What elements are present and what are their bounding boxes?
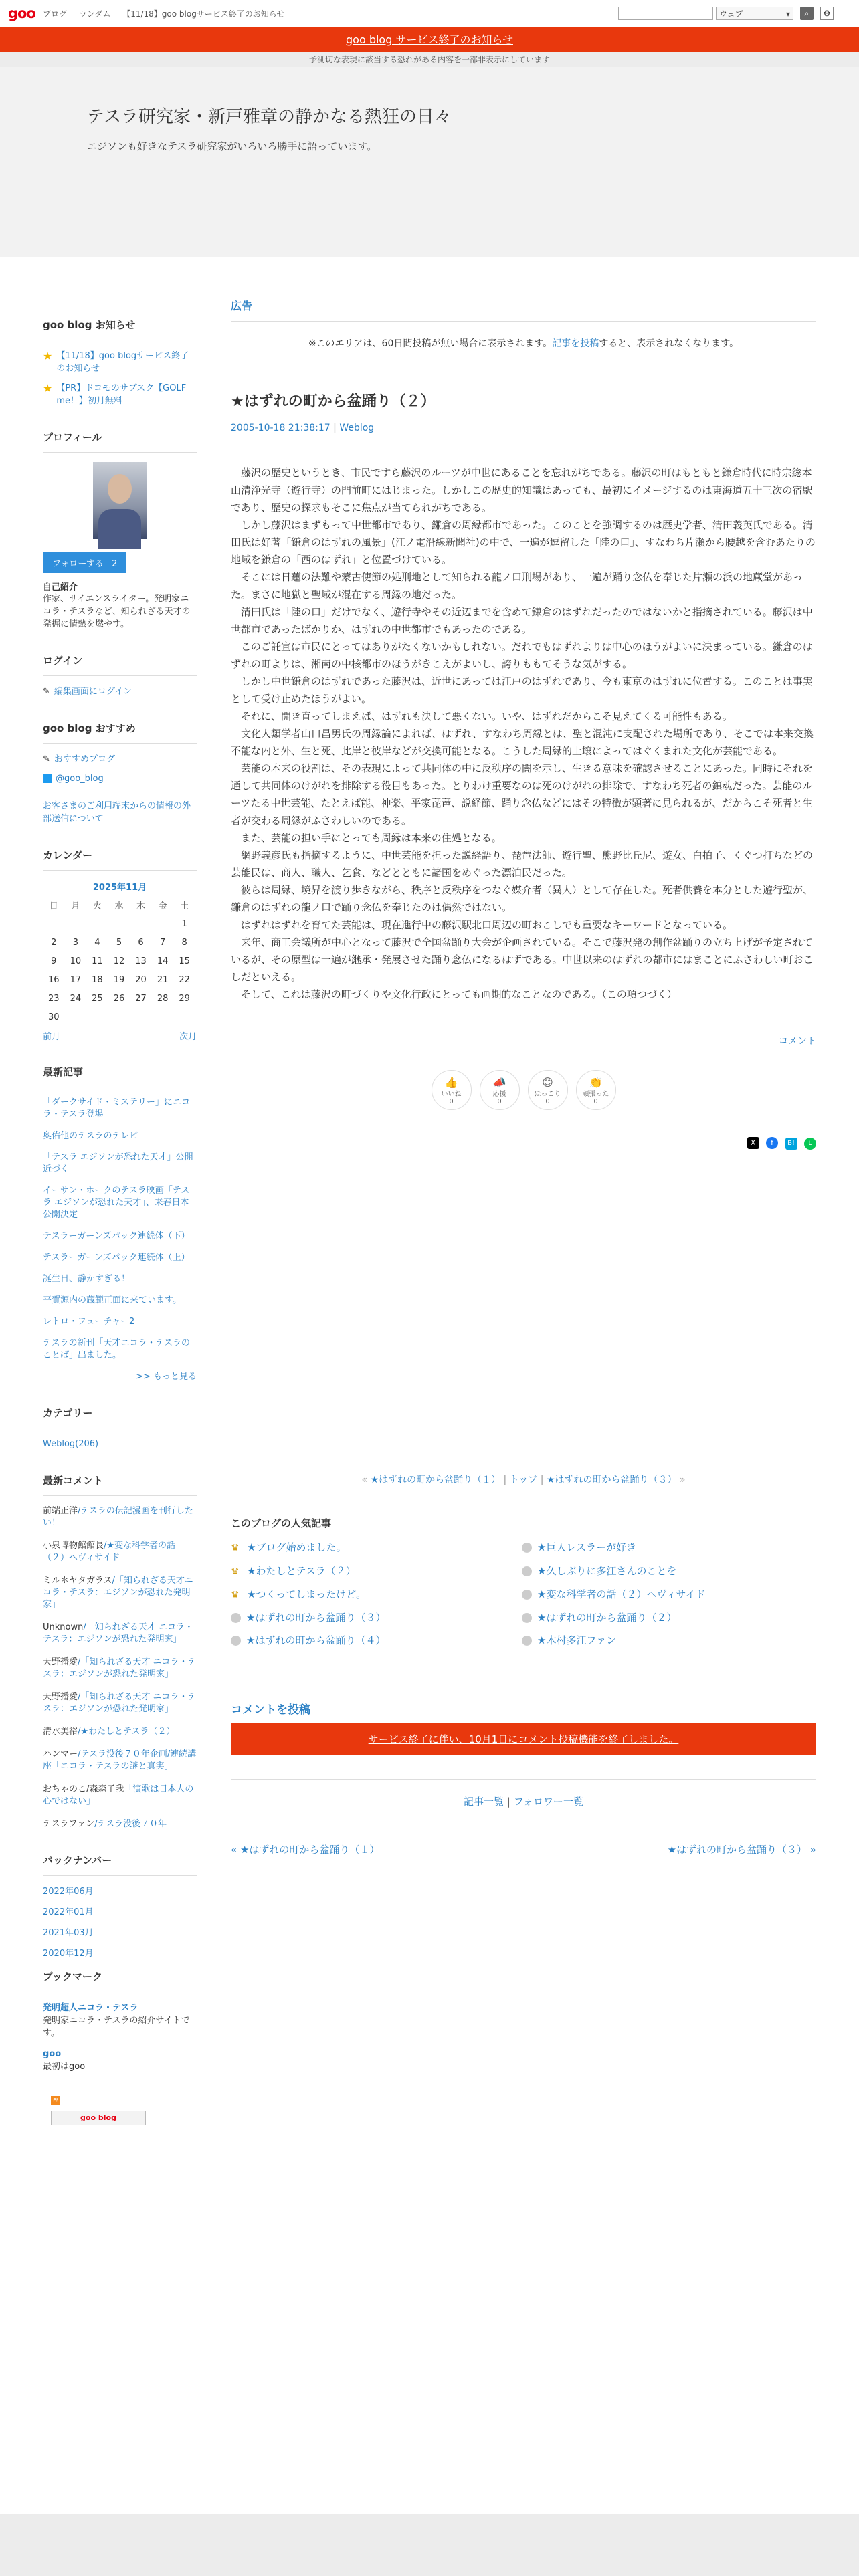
calendar-day: 25 <box>92 993 103 1004</box>
comment-item <box>43 1505 197 1529</box>
goo-blog-badge[interactable]: goo blog <box>51 2111 146 2125</box>
crown-icon: ♛ <box>231 1590 240 1600</box>
calendar-day: 2 <box>51 937 57 948</box>
popular-heading: このブログの人気記事 <box>231 1517 332 1529</box>
calendar-day: 7 <box>159 937 166 948</box>
calendar-weekday: 土 <box>180 901 189 911</box>
x-icon[interactable]: X <box>747 1137 759 1149</box>
sidebar <box>43 318 197 2125</box>
calendar-day: 29 <box>179 993 190 1004</box>
profile-heading: プロフィール <box>43 430 197 453</box>
follow-count: 2 <box>112 559 118 569</box>
recent-article-link[interactable]: 平賀源内の蔵範正面に来ています。 <box>43 1295 181 1305</box>
category-section <box>43 1406 197 1451</box>
comment-item <box>43 1575 197 1611</box>
calendar-day: 1 <box>181 918 187 929</box>
search-icon: ⌕ <box>804 9 809 18</box>
top-nav-blog[interactable]: ブログ <box>43 9 68 19</box>
bottom-nav <box>231 1842 816 1856</box>
calendar-day: 23 <box>48 993 60 1004</box>
megaphone-icon: 📣 <box>492 1076 506 1089</box>
profile-intro: 作家、サイエンスライター。発明家ニコラ・テスラなど、知られざる天才の発掘に情熱を燃やす。 <box>43 594 191 629</box>
calendar-day: 30 <box>48 1012 60 1023</box>
recent-article-link[interactable]: 誕生日、静かすぎる！ <box>43 1274 130 1284</box>
calendar-day: 8 <box>181 937 187 948</box>
calendar-day: 9 <box>51 956 57 966</box>
calendar-day <box>86 914 108 933</box>
recent-article-link[interactable]: 「ダークサイド・ミステリー」にニコラ・テスラ登場 <box>43 1097 190 1119</box>
calendar-week <box>43 970 195 989</box>
recommend-blog-link[interactable]: おすすめブログ <box>54 754 116 764</box>
calendar-weekday: 木 <box>136 901 146 911</box>
calendar-body <box>43 914 195 1027</box>
bookmark-desc: 最初はgoo <box>43 2062 86 2072</box>
bookmark-section <box>43 1969 197 2073</box>
calendar-day: 16 <box>48 974 60 985</box>
clap-icon: 👏 <box>589 1076 603 1089</box>
calendar-day: 28 <box>157 993 169 1004</box>
reaction-buttons <box>231 1070 816 1110</box>
login-section <box>43 653 197 698</box>
thumbs-up-icon: 👍 <box>444 1076 458 1089</box>
comment-author: テスラファン <box>43 1819 95 1829</box>
backnumber-section <box>43 1853 197 1959</box>
reaction-button[interactable] <box>432 1070 472 1110</box>
recommend-item <box>43 753 197 766</box>
announcement-subtext: 予測切な表現に該当する恐れがある内容を一部非表示にしています <box>308 55 550 64</box>
comment-item <box>43 1784 197 1808</box>
article-paragraph: 彼らは周縁、境界を渡り歩きながら、秩序と反秩序をつなぐ媒介者（異人）として存在した。死者供養を本分とした遊行聖が、鎌倉のはずれの龍ノ口で踊り念仏を奉じたのは偶然ではない。 <box>231 884 814 914</box>
calendar-day <box>108 914 130 933</box>
ad-heading: 広告 <box>231 298 816 322</box>
notice-link-1[interactable]: 【11/18】goo blogサービス終了のお知らせ <box>56 351 189 374</box>
main-content <box>231 298 816 1856</box>
smile-icon: 😊 <box>542 1076 553 1089</box>
article-paragraph: しかし藤沢はまずもって中世都市であり、鎌倉の周縁都市であった。このことを強調するのは歴史学者、清田義英氏である。清田氏は好著「鎌倉のはずれの風景」(江ノ電沿線新聞社)の中で、一遍が逗留した「陸の口」、すなわち片瀬から腰越を含むあたりの地域を鎌倉の「西のはずれ」と位置づけている。 <box>231 519 816 566</box>
article-paragraph: そして、これは藤沢の町づくりや文化行政にとっても画期的なことなのである。（この項つづく） <box>241 988 677 1000</box>
avatar[interactable] <box>93 462 147 539</box>
recent-article-link[interactable]: テスラーガーンズパック連続体（下） <box>43 1231 190 1241</box>
follow-row <box>43 552 197 573</box>
article-paragraph: 文化人類学者山口昌男氏の周縁論によれば、はずれ、すなわち周縁とは、聖と混沌に支配された場所であり、そこでは本来交換不能な内と外、生と死、此岸と彼岸などが交換可能となる。こうした周縁的土壌によってはぐくまれた文化が芸能である。 <box>231 728 814 757</box>
recent-article-link[interactable]: テスラーガーンズパック連続体（上） <box>43 1253 190 1263</box>
login-heading: ログイン <box>43 653 197 676</box>
article-paragraph: 藤沢の歴史というとき、市民ですら藤沢のルーツが中世にあることを忘れがちである。藤沢の町はもともと鎌倉時代に時宗総本山清浄光寺（遊行寺）の門前町にはじまった。しかしこの歴史的知識はあっても、最初にイメージするのは東海道五十三次の宿駅であり、歴史の探求もそこに焦点が当てられがちである。 <box>231 467 813 514</box>
blog-title[interactable]: テスラ研究家・新戸雅章の静かなる熱狂の日々 <box>87 107 452 127</box>
notice-heading: goo blog お知らせ <box>43 318 197 340</box>
comment-author: ハンマー <box>43 1749 78 1759</box>
article-list-link[interactable]: 記事一覧 <box>464 1796 504 1808</box>
article-paragraph: このご託宣は市民にとってはありがたくないかもしれない。だれでもはずれよりは中心のほうがよいに決まっている。鎌倉のはずれの町よりは、湘南の中核都市のほうがきこえがよいし、誇りももてそうな気がする。 <box>231 641 813 670</box>
search-scope-select[interactable]: ウェブ ▾ <box>716 7 793 20</box>
article <box>231 390 816 1150</box>
popular-item <box>522 1634 813 1647</box>
calendar-week <box>43 1008 195 1027</box>
popular-article-link[interactable]: ★はずれの町から盆踊り（２） <box>537 1612 677 1624</box>
calendar-day: 26 <box>113 993 125 1004</box>
calendar-day: 20 <box>135 974 147 985</box>
calendar-day: 6 <box>138 937 144 948</box>
comment-author: Unknown <box>43 1622 84 1632</box>
backnumber-list[interactable] <box>43 1885 197 1959</box>
calendar-week <box>43 989 195 1008</box>
comment-author: 小泉博物館館長 <box>43 1541 104 1551</box>
bullet-icon <box>522 1590 532 1600</box>
blog-description: エジソンも好きなテスラ研究家がいろいろ勝手に語っています。 <box>87 140 377 152</box>
bookmark-heading: ブックマーク <box>43 1969 197 1992</box>
list-links <box>231 1779 816 1824</box>
login-item <box>43 685 197 698</box>
reaction-count: 0 <box>449 1098 454 1105</box>
follow-button[interactable] <box>43 552 126 573</box>
bullet-icon <box>231 1613 241 1623</box>
article-paragraph: 芸能の本来の役割は、その表現によって共同体の中に反秩序の闇を示し、生きる意味を確認させることにあった。同時にそれを通して共同体のけがれを排除する役目もあった。とりわけ重要なのは死のけがれの排除で、すなわち死者の鎮魂だった。芸能のルーツたる中世芸能、たとえば能、神楽、平家琵琶、説経節、踊り念仏などにはその特徴が顕著に見られるが、だからこそ死者と生者が交わる周縁がふさわしいのである。 <box>231 762 813 827</box>
calendar-day <box>173 1008 195 1027</box>
calendar-next[interactable]: 次月 <box>179 1032 197 1042</box>
popular-article-link[interactable]: ★巨人レスラーが好き <box>537 1541 636 1553</box>
calendar-day: 11 <box>92 956 103 966</box>
edit-login-link[interactable]: 編集画面にログイン <box>54 687 132 697</box>
comment-article-link[interactable]: /「知られざる天才 ニコラ・テスラ：エジソンが恐れた発明家」 <box>43 1692 197 1714</box>
article-paragraph: はずれはずれを育てた芸能は、現在進行中の藤沢駅北口周辺の町おこしでも重要なキーワードとなっている。 <box>241 919 733 931</box>
article-title[interactable]: ★はずれの町から盆踊り（２） <box>231 393 436 410</box>
backnumber-link[interactable]: 2022年06月 <box>43 1887 94 1897</box>
bookmark-desc: 発明家ニコラ・テスラの紹介サイトです。 <box>43 2016 190 2038</box>
calendar-month: 2025年11月 <box>92 883 147 893</box>
follow-label: フォローする <box>52 559 104 569</box>
comment-article-link[interactable]: /テスラの伝記漫画を刊行したい！ <box>43 1506 193 1528</box>
crown-icon: ♛ <box>231 1566 240 1577</box>
calendar-day <box>152 914 174 933</box>
twitter-icon <box>43 774 52 783</box>
comment-closed-notice: サービス終了に伴い、10月1日にコメント投稿機能を終了しました。 <box>231 1723 816 1755</box>
ad-notice-pre: ※このエリアは、60日間投稿が無い場合に表示されます。 <box>308 338 553 349</box>
comment-article-link[interactable]: /★変な科学者の話（２）ヘヴィサイド <box>43 1541 176 1563</box>
article-meta: 2005-10-18 21:38:17 | Weblog <box>231 423 375 433</box>
reaction-count: 0 <box>497 1098 502 1105</box>
category-heading: カテゴリー <box>43 1406 197 1428</box>
ad-post-link[interactable]: 記事を投稿 <box>552 338 599 349</box>
calendar-day: 18 <box>92 974 103 985</box>
article-paragraph: それに、開き直ってしまえば、はずれも決して悪くない。いや、はずれだからこそ見えてくる可能性もある。 <box>241 710 733 722</box>
recent-heading: 最新記事 <box>43 1065 197 1087</box>
share-buttons <box>231 1137 816 1150</box>
article-paragraph: そこには日蓮の法難や蒙古使節の処刑地として知られる龍ノ口刑場があり、一遍が踊り念仏を奉じた片瀬の浜の地蔵堂があった。まさに地獄と聖域が混在する周縁の地だった。 <box>231 571 803 601</box>
popular-article-link[interactable]: ★久しぶりに多江さんのことを <box>537 1565 677 1577</box>
notice-item <box>43 350 197 375</box>
pencil-icon: ✎ <box>43 687 50 697</box>
comment-item <box>43 1749 197 1773</box>
recent-more-link[interactable]: >> もっと見る <box>136 1372 197 1382</box>
calendar-table <box>43 895 195 1027</box>
article-category[interactable]: Weblog <box>339 423 375 433</box>
comment-item <box>43 1622 197 1646</box>
recommend-heading: goo blog おすすめ <box>43 721 197 744</box>
recommend-section <box>43 721 197 825</box>
reaction-label: 応援 <box>492 1091 506 1098</box>
top-nav-random[interactable]: ランダム <box>78 9 111 19</box>
recent-article-link[interactable]: 奥佑他のテスラのテレビ <box>43 1131 138 1141</box>
info-item <box>43 800 197 825</box>
comment-article-link[interactable]: /★わたしとテスラ（２） <box>78 1727 175 1737</box>
backnumber-link[interactable]: 2022年01月 <box>43 1907 94 1917</box>
pencil-icon: ✎ <box>43 754 50 764</box>
calendar-week <box>43 933 195 952</box>
bullet-icon <box>522 1543 532 1553</box>
calendar-day: 19 <box>113 974 125 985</box>
comment-article-link[interactable]: /テスラ没後７０年企画/連続講座「ニコラ・テスラの謎と真実」 <box>43 1749 197 1772</box>
calendar-week <box>43 952 195 970</box>
comment-item <box>43 1726 197 1738</box>
calendar-day: 4 <box>94 937 100 948</box>
blog-header <box>0 67 859 257</box>
notice-link-2[interactable]: 【PR】ドコモのサブスク【GOLF me！】初月無料 <box>56 383 187 406</box>
calendar-day <box>65 914 87 933</box>
profile-section <box>43 430 197 631</box>
calendar-section <box>43 848 197 1042</box>
popular-list <box>231 1541 816 1656</box>
bullet-icon <box>522 1566 532 1576</box>
popular-section <box>231 1516 816 1656</box>
nav-prev[interactable]: ★はずれの町から盆踊り（１） <box>370 1475 501 1485</box>
calendar-week <box>43 914 195 933</box>
search-button[interactable] <box>800 7 814 20</box>
calendar-day <box>130 914 152 933</box>
intro-label: 自己紹介 <box>43 582 78 593</box>
comment-item <box>43 1691 197 1715</box>
popular-item <box>231 1611 522 1624</box>
external-info-link[interactable]: お客さまのご利用端末からの情報の外部送信について <box>43 801 191 824</box>
backnumber-link[interactable]: 2020年12月 <box>43 1949 94 1959</box>
popular-article-link[interactable]: ★はずれの町から盆踊り（３） <box>246 1612 386 1624</box>
comment-item <box>43 1540 197 1564</box>
calendar-weekday: 火 <box>92 901 102 911</box>
popular-item <box>522 1541 813 1555</box>
recent-article-link[interactable]: テスラの新刊「天才ニコラ・テスラのことば」出ました。 <box>43 1338 190 1360</box>
calendar-day <box>108 1008 130 1027</box>
reaction-button[interactable] <box>576 1070 616 1110</box>
comment-article-link[interactable]: /「知られざる天才 ニコラ・テスラ：エジソンが恐れた発明家」 <box>43 1657 197 1679</box>
article-nav: « ★はずれの町から盆踊り（１） | トップ | ★はずれの町から盆踊り（３） » <box>231 1465 816 1495</box>
follower-list-link[interactable]: フォロワー一覧 <box>513 1796 583 1808</box>
ad-notice-post: すると、表示されなくなります。 <box>599 338 739 349</box>
top-nav <box>43 8 294 19</box>
calendar-day: 12 <box>113 956 125 966</box>
rss-icon[interactable]: ≋ <box>51 2096 60 2105</box>
popular-article-link[interactable]: ★はずれの町から盆踊り（４） <box>246 1634 386 1646</box>
calendar-day: 24 <box>70 993 82 1004</box>
calendar-heading: カレンダー <box>43 848 197 871</box>
popular-item <box>522 1564 813 1578</box>
reaction-label: 頑張った <box>582 1091 609 1098</box>
comment-author: 清水美裕 <box>43 1727 78 1737</box>
reaction-label: ほっこり <box>534 1091 561 1098</box>
list-separator: | <box>506 1796 510 1808</box>
category-weblog-link[interactable]: Weblog(206) <box>43 1439 99 1449</box>
popular-item <box>522 1611 813 1624</box>
ad-notice <box>231 336 816 350</box>
bottom-prev[interactable]: « ★はずれの町から盆踊り（１） <box>231 1844 380 1856</box>
comment-item <box>43 1818 197 1830</box>
star-icon: ★ <box>43 350 53 362</box>
gear-icon: ⚙ <box>823 9 831 18</box>
article-body <box>231 464 816 1003</box>
comment-item <box>43 1656 197 1681</box>
settings-button[interactable] <box>820 7 834 20</box>
bottom-next[interactable]: ★はずれの町から盆踊り（３） » <box>667 1844 816 1856</box>
comment-article-link[interactable]: /「知られざる天才ニコラ・テスラ：エジソンが恐れた発明家」 <box>43 1576 193 1610</box>
recent-section <box>43 1065 197 1383</box>
bullet-icon <box>522 1636 532 1646</box>
calendar-day: 13 <box>135 956 147 966</box>
hatena-icon[interactable]: B! <box>785 1138 797 1150</box>
calendar-day <box>152 1008 174 1027</box>
post-comment-heading: コメントを投稿 <box>231 1703 310 1717</box>
calendar-weekday-row <box>43 895 195 914</box>
backnumber-link[interactable]: 2021年03月 <box>43 1928 94 1938</box>
page-body <box>0 257 859 2514</box>
popular-article-link[interactable]: ★わたしとテスラ（２） <box>247 1565 356 1577</box>
sidebar-footer <box>51 2096 197 2125</box>
recommend-item <box>43 772 197 785</box>
nav-top[interactable]: トップ <box>509 1475 538 1485</box>
search-input[interactable] <box>618 7 713 20</box>
announcement-banner[interactable]: goo blog サービス終了のお知らせ <box>0 27 859 52</box>
comment-author: おちゃのこ/森森子我 <box>43 1784 124 1794</box>
calendar-day <box>65 1008 87 1027</box>
comment-author: 天野播愛 <box>43 1657 78 1667</box>
popular-article-link[interactable]: ★ブログ始めました。 <box>247 1541 347 1553</box>
calendar-prev[interactable]: 前月 <box>43 1032 61 1042</box>
article-paragraph: また、芸能の担い手にとっても周縁は本来の住処となる。 <box>241 832 502 844</box>
calendar-day: 21 <box>157 974 169 985</box>
recent-article-link[interactable]: 「テスラ エジソンが恐れた天才」公開近づく <box>43 1152 193 1174</box>
popular-item <box>522 1588 813 1602</box>
calendar-day: 22 <box>179 974 190 985</box>
popular-article-link[interactable]: ★木村多江ファン <box>537 1634 617 1646</box>
facebook-icon[interactable]: f <box>766 1137 778 1149</box>
calendar-weekday: 日 <box>49 901 58 911</box>
bullet-icon <box>231 1636 241 1646</box>
comment-article-link[interactable]: 「演歌は日本人の心ではない」 <box>43 1784 194 1806</box>
calendar-day: 10 <box>70 956 82 966</box>
notice-section <box>43 318 197 407</box>
comment-link[interactable]: コメント <box>779 1036 816 1047</box>
post-comment-section <box>231 1700 816 1755</box>
reaction-count: 0 <box>593 1098 598 1105</box>
recent-article-link[interactable]: イーサン・ホークのテスラ映画「テスラ エジソンが恐れた天才」、来春日本公開決定 <box>43 1186 190 1220</box>
article-paragraph: 清田氏は「陸の口」だけでなく、遊行寺やその近辺までを含めて鎌倉のはずれだったのではないかと指摘されている。藤沢は中世都市であったばかりか、はずれの中世都市でもあったのである。 <box>231 606 813 635</box>
recent-list <box>43 1097 197 1362</box>
recent-article-link[interactable]: レトロ・フューチャー2 <box>43 1317 135 1327</box>
ad-section <box>231 298 816 350</box>
calendar-day: 17 <box>70 974 82 985</box>
article-paragraph: しかし中世鎌倉のはずれであった藤沢は、近世にあっては江戸のはずれであり、今も東京のはずれに位置する。このことは事実として受け止めたほうがよい。 <box>231 675 813 705</box>
comments-section <box>43 1473 197 1830</box>
top-nav-notice[interactable]: 【11/18】goo blogサービス終了のお知らせ <box>122 9 285 19</box>
comments-list <box>43 1505 197 1830</box>
calendar-weekday: 金 <box>158 901 167 911</box>
calendar-day: 14 <box>157 956 169 966</box>
reaction-button[interactable] <box>480 1070 520 1110</box>
goo-logo[interactable]: goo <box>8 5 35 21</box>
comments-heading: 最新コメント <box>43 1473 197 1496</box>
reaction-button[interactable] <box>528 1070 568 1110</box>
crown-icon: ♛ <box>231 1543 240 1553</box>
top-bar <box>0 0 859 27</box>
reaction-label: いいね <box>441 1091 462 1098</box>
bookmark-link[interactable]: goo <box>43 2049 62 2059</box>
calendar-weekday: 水 <box>114 901 124 911</box>
comment-article-link[interactable]: /「知られざる天才 ニコラ・テスラ：エジソンが恐れた発明家」 <box>43 1622 193 1644</box>
reaction-count: 0 <box>545 1098 550 1105</box>
comment-author: ミル＊ヤタガラス <box>43 1576 112 1586</box>
calendar-day <box>43 914 65 933</box>
calendar-weekday: 月 <box>71 901 80 911</box>
goo-blog-twitter-link[interactable]: @goo_blog <box>56 774 104 784</box>
notice-item <box>43 382 197 407</box>
calendar-day <box>86 1008 108 1027</box>
popular-article-link[interactable]: ★つくってしまったけど。 <box>247 1588 367 1600</box>
popular-item <box>231 1541 522 1555</box>
calendar-day: 3 <box>72 937 78 948</box>
backnumber-heading: バックナンバー <box>43 1853 197 1876</box>
nav-next[interactable]: ★はずれの町から盆踊り（３） <box>546 1475 677 1485</box>
calendar-day: 15 <box>179 956 190 966</box>
calendar-day <box>130 1008 152 1027</box>
calendar-day: 5 <box>116 937 122 948</box>
star-icon: ★ <box>43 382 53 395</box>
bullet-icon <box>522 1613 532 1623</box>
popular-item <box>231 1564 522 1578</box>
line-icon[interactable]: L <box>804 1138 816 1150</box>
article-paragraph: 来年、商工会議所が中心となって藤沢で全国盆踊り大会が企画されている。そこで藤沢発の創作盆踊りの立ち上げが予定されているが、その原型は一遍が継承・発展させた踊り念仏になるはずである。中世以来のはずれの都市にはまことにふさわしい町おこしだといえる。 <box>231 936 814 983</box>
popular-article-link[interactable]: ★変な科学者の話（２）ヘヴィサイド <box>537 1588 706 1600</box>
calendar-day: 27 <box>135 993 147 1004</box>
article-date[interactable]: 2005-10-18 21:38:17 <box>231 423 330 433</box>
comment-author: 天野播愛 <box>43 1692 78 1702</box>
comment-article-link[interactable]: /テスラ没後７０年 <box>94 1819 167 1829</box>
article-paragraph: 網野義彦氏も指摘するように、中世芸能を担った説経語り、琵琶法師、遊行聖、熊野比丘尼、遊女、白拍子、くぐつ打ちなどの芸能民は、商人、職人、乞食、などとともに諸国をめぐった漂泊民だった。 <box>231 849 814 879</box>
popular-item <box>231 1588 522 1602</box>
popular-item <box>231 1634 522 1647</box>
calendar-nav <box>43 1029 197 1042</box>
comment-author: 前端正洋 <box>43 1506 78 1516</box>
bookmark-link[interactable]: 発明超人ニコラ・テスラ <box>43 2003 138 2013</box>
